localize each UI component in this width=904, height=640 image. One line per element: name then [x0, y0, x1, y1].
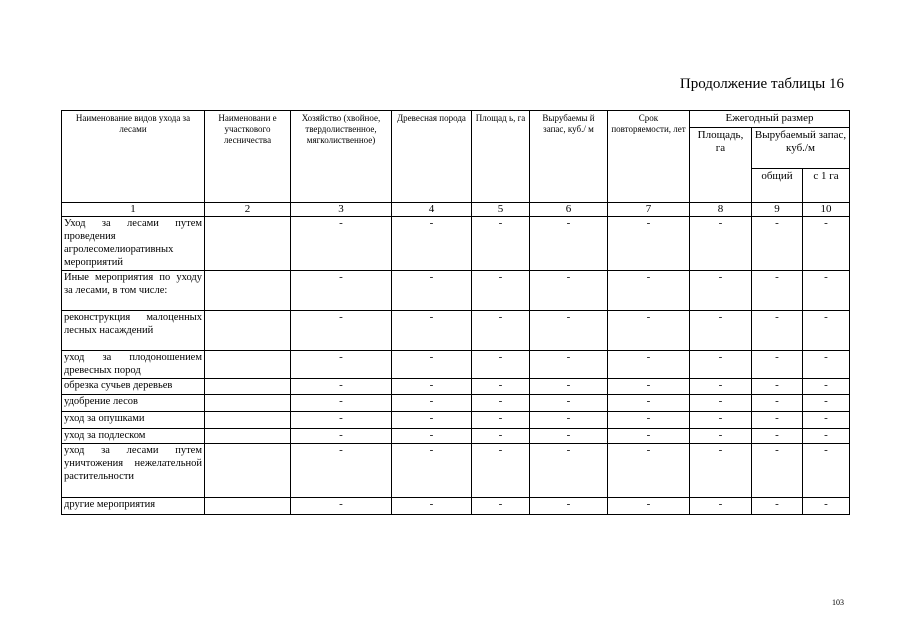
value-cell: -: [752, 271, 803, 311]
value-cell: -: [690, 271, 752, 311]
lesnichestvo-cell: [205, 412, 291, 429]
lesnichestvo-cell: [205, 429, 291, 444]
lesnichestvo-cell: [205, 444, 291, 498]
value-cell: -: [392, 444, 472, 498]
value-cell: -: [530, 412, 608, 429]
care-type-cell: обрезка сучьев деревьев: [62, 379, 205, 395]
care-type-cell: Уход за лесами путем проведения агролесомелиоративных мероприятий: [62, 217, 205, 271]
header-economy: Хозяйство (хвойное, твердолиственное, мягколиственное): [291, 111, 392, 203]
value-cell: -: [472, 395, 530, 412]
value-cell: -: [530, 351, 608, 379]
page-number: 103: [832, 598, 844, 607]
column-number: 8: [690, 203, 752, 217]
value-cell: -: [472, 351, 530, 379]
header-type-of-care: Наименование видов ухода за лесами: [62, 111, 205, 203]
column-number: 10: [803, 203, 850, 217]
value-cell: -: [752, 395, 803, 412]
value-cell: -: [291, 379, 392, 395]
value-cell: -: [291, 351, 392, 379]
care-type-cell: уход за лесами путем уничтожения нежелательной растительности: [62, 444, 205, 498]
value-cell: -: [608, 271, 690, 311]
care-type-cell: удобрение лесов: [62, 395, 205, 412]
value-cell: -: [530, 429, 608, 444]
table-row: [62, 351, 850, 379]
value-cell: -: [690, 429, 752, 444]
value-cell: -: [803, 311, 850, 351]
lesnichestvo-cell: [205, 271, 291, 311]
care-type-cell: другие мероприятия: [62, 498, 205, 515]
value-cell: -: [803, 444, 850, 498]
value-cell: -: [291, 498, 392, 515]
value-cell: -: [291, 271, 392, 311]
care-type-cell: уход за подлеском: [62, 429, 205, 444]
column-number: 9: [752, 203, 803, 217]
lesnichestvo-cell: [205, 217, 291, 271]
value-cell: -: [690, 311, 752, 351]
column-number: 1: [62, 203, 205, 217]
value-cell: -: [608, 412, 690, 429]
value-cell: -: [291, 311, 392, 351]
value-cell: -: [752, 412, 803, 429]
value-cell: -: [752, 217, 803, 271]
value-cell: -: [392, 351, 472, 379]
care-type-cell: уход за опушками: [62, 412, 205, 429]
table-row: [62, 395, 850, 412]
value-cell: -: [392, 498, 472, 515]
column-number: 7: [608, 203, 690, 217]
value-cell: -: [803, 271, 850, 311]
value-cell: -: [803, 217, 850, 271]
value-cell: -: [608, 498, 690, 515]
value-cell: -: [690, 395, 752, 412]
care-type-cell: реконструкция малоценных лесных насаждений: [62, 311, 205, 351]
value-cell: -: [392, 311, 472, 351]
value-cell: -: [392, 412, 472, 429]
value-cell: -: [608, 311, 690, 351]
value-cell: -: [752, 351, 803, 379]
value-cell: -: [530, 395, 608, 412]
header-area: Площад ь, га: [472, 111, 530, 203]
value-cell: -: [690, 498, 752, 515]
header-tree-species: Древесная порода: [392, 111, 472, 203]
lesnichestvo-cell: [205, 498, 291, 515]
value-cell: -: [608, 444, 690, 498]
value-cell: -: [472, 271, 530, 311]
value-cell: -: [752, 379, 803, 395]
header-volume: Вырубаемы й запас, куб./ м: [530, 111, 608, 203]
value-cell: -: [803, 412, 850, 429]
table-row: [62, 271, 850, 311]
header-annual-area: Площадь, га: [690, 128, 752, 203]
column-number: 2: [205, 203, 291, 217]
header-annual-size: Ежегодный размер: [690, 111, 850, 128]
value-cell: -: [392, 395, 472, 412]
value-cell: -: [803, 498, 850, 515]
care-type-cell: Иные мероприятия по уходу за лесами, в том числе:: [62, 271, 205, 311]
header-total: общий: [752, 169, 803, 203]
table-row: [62, 217, 850, 271]
value-cell: -: [472, 217, 530, 271]
value-cell: -: [530, 379, 608, 395]
header-lesnichestvo: Наименовани е участкового лесничества: [205, 111, 291, 203]
value-cell: -: [608, 395, 690, 412]
value-cell: -: [803, 379, 850, 395]
table-row: [62, 429, 850, 444]
value-cell: -: [690, 379, 752, 395]
value-cell: -: [530, 498, 608, 515]
value-cell: -: [392, 217, 472, 271]
table-row: [62, 311, 850, 351]
header-repeat-period: Срок повторяемости, лет: [608, 111, 690, 203]
value-cell: -: [472, 412, 530, 429]
value-cell: -: [392, 379, 472, 395]
header-per-ha: с 1 га: [803, 169, 850, 203]
lesnichestvo-cell: [205, 395, 291, 412]
value-cell: -: [392, 271, 472, 311]
value-cell: -: [291, 412, 392, 429]
lesnichestvo-cell: [205, 379, 291, 395]
value-cell: -: [291, 444, 392, 498]
value-cell: -: [472, 379, 530, 395]
value-cell: -: [472, 311, 530, 351]
lesnichestvo-cell: [205, 311, 291, 351]
value-cell: -: [690, 217, 752, 271]
lesnichestvo-cell: [205, 351, 291, 379]
column-number: 6: [530, 203, 608, 217]
value-cell: -: [803, 395, 850, 412]
value-cell: -: [472, 429, 530, 444]
column-number: 4: [392, 203, 472, 217]
value-cell: -: [608, 379, 690, 395]
value-cell: -: [690, 351, 752, 379]
value-cell: -: [530, 311, 608, 351]
table-row: [62, 444, 850, 498]
value-cell: -: [291, 395, 392, 412]
table-row: [62, 498, 850, 515]
value-cell: -: [752, 429, 803, 444]
table-caption: Продолжение таблицы 16: [679, 76, 844, 92]
table-row: [62, 379, 850, 395]
value-cell: -: [752, 311, 803, 351]
value-cell: -: [803, 429, 850, 444]
table-row: [62, 412, 850, 429]
value-cell: -: [752, 444, 803, 498]
value-cell: -: [472, 444, 530, 498]
value-cell: -: [803, 351, 850, 379]
forest-care-table: [61, 110, 850, 515]
care-type-cell: уход за плодоношением древесных пород: [62, 351, 205, 379]
value-cell: -: [608, 217, 690, 271]
value-cell: -: [291, 429, 392, 444]
value-cell: -: [530, 444, 608, 498]
value-cell: -: [608, 351, 690, 379]
value-cell: -: [291, 217, 392, 271]
value-cell: -: [752, 498, 803, 515]
value-cell: -: [530, 271, 608, 311]
value-cell: -: [608, 429, 690, 444]
value-cell: -: [472, 498, 530, 515]
column-number-row: [62, 203, 850, 217]
column-number: 5: [472, 203, 530, 217]
value-cell: -: [690, 412, 752, 429]
value-cell: -: [690, 444, 752, 498]
value-cell: -: [530, 217, 608, 271]
value-cell: -: [392, 429, 472, 444]
column-number: 3: [291, 203, 392, 217]
header-annual-volume: Вырубаемый запас, куб./м: [752, 128, 850, 169]
